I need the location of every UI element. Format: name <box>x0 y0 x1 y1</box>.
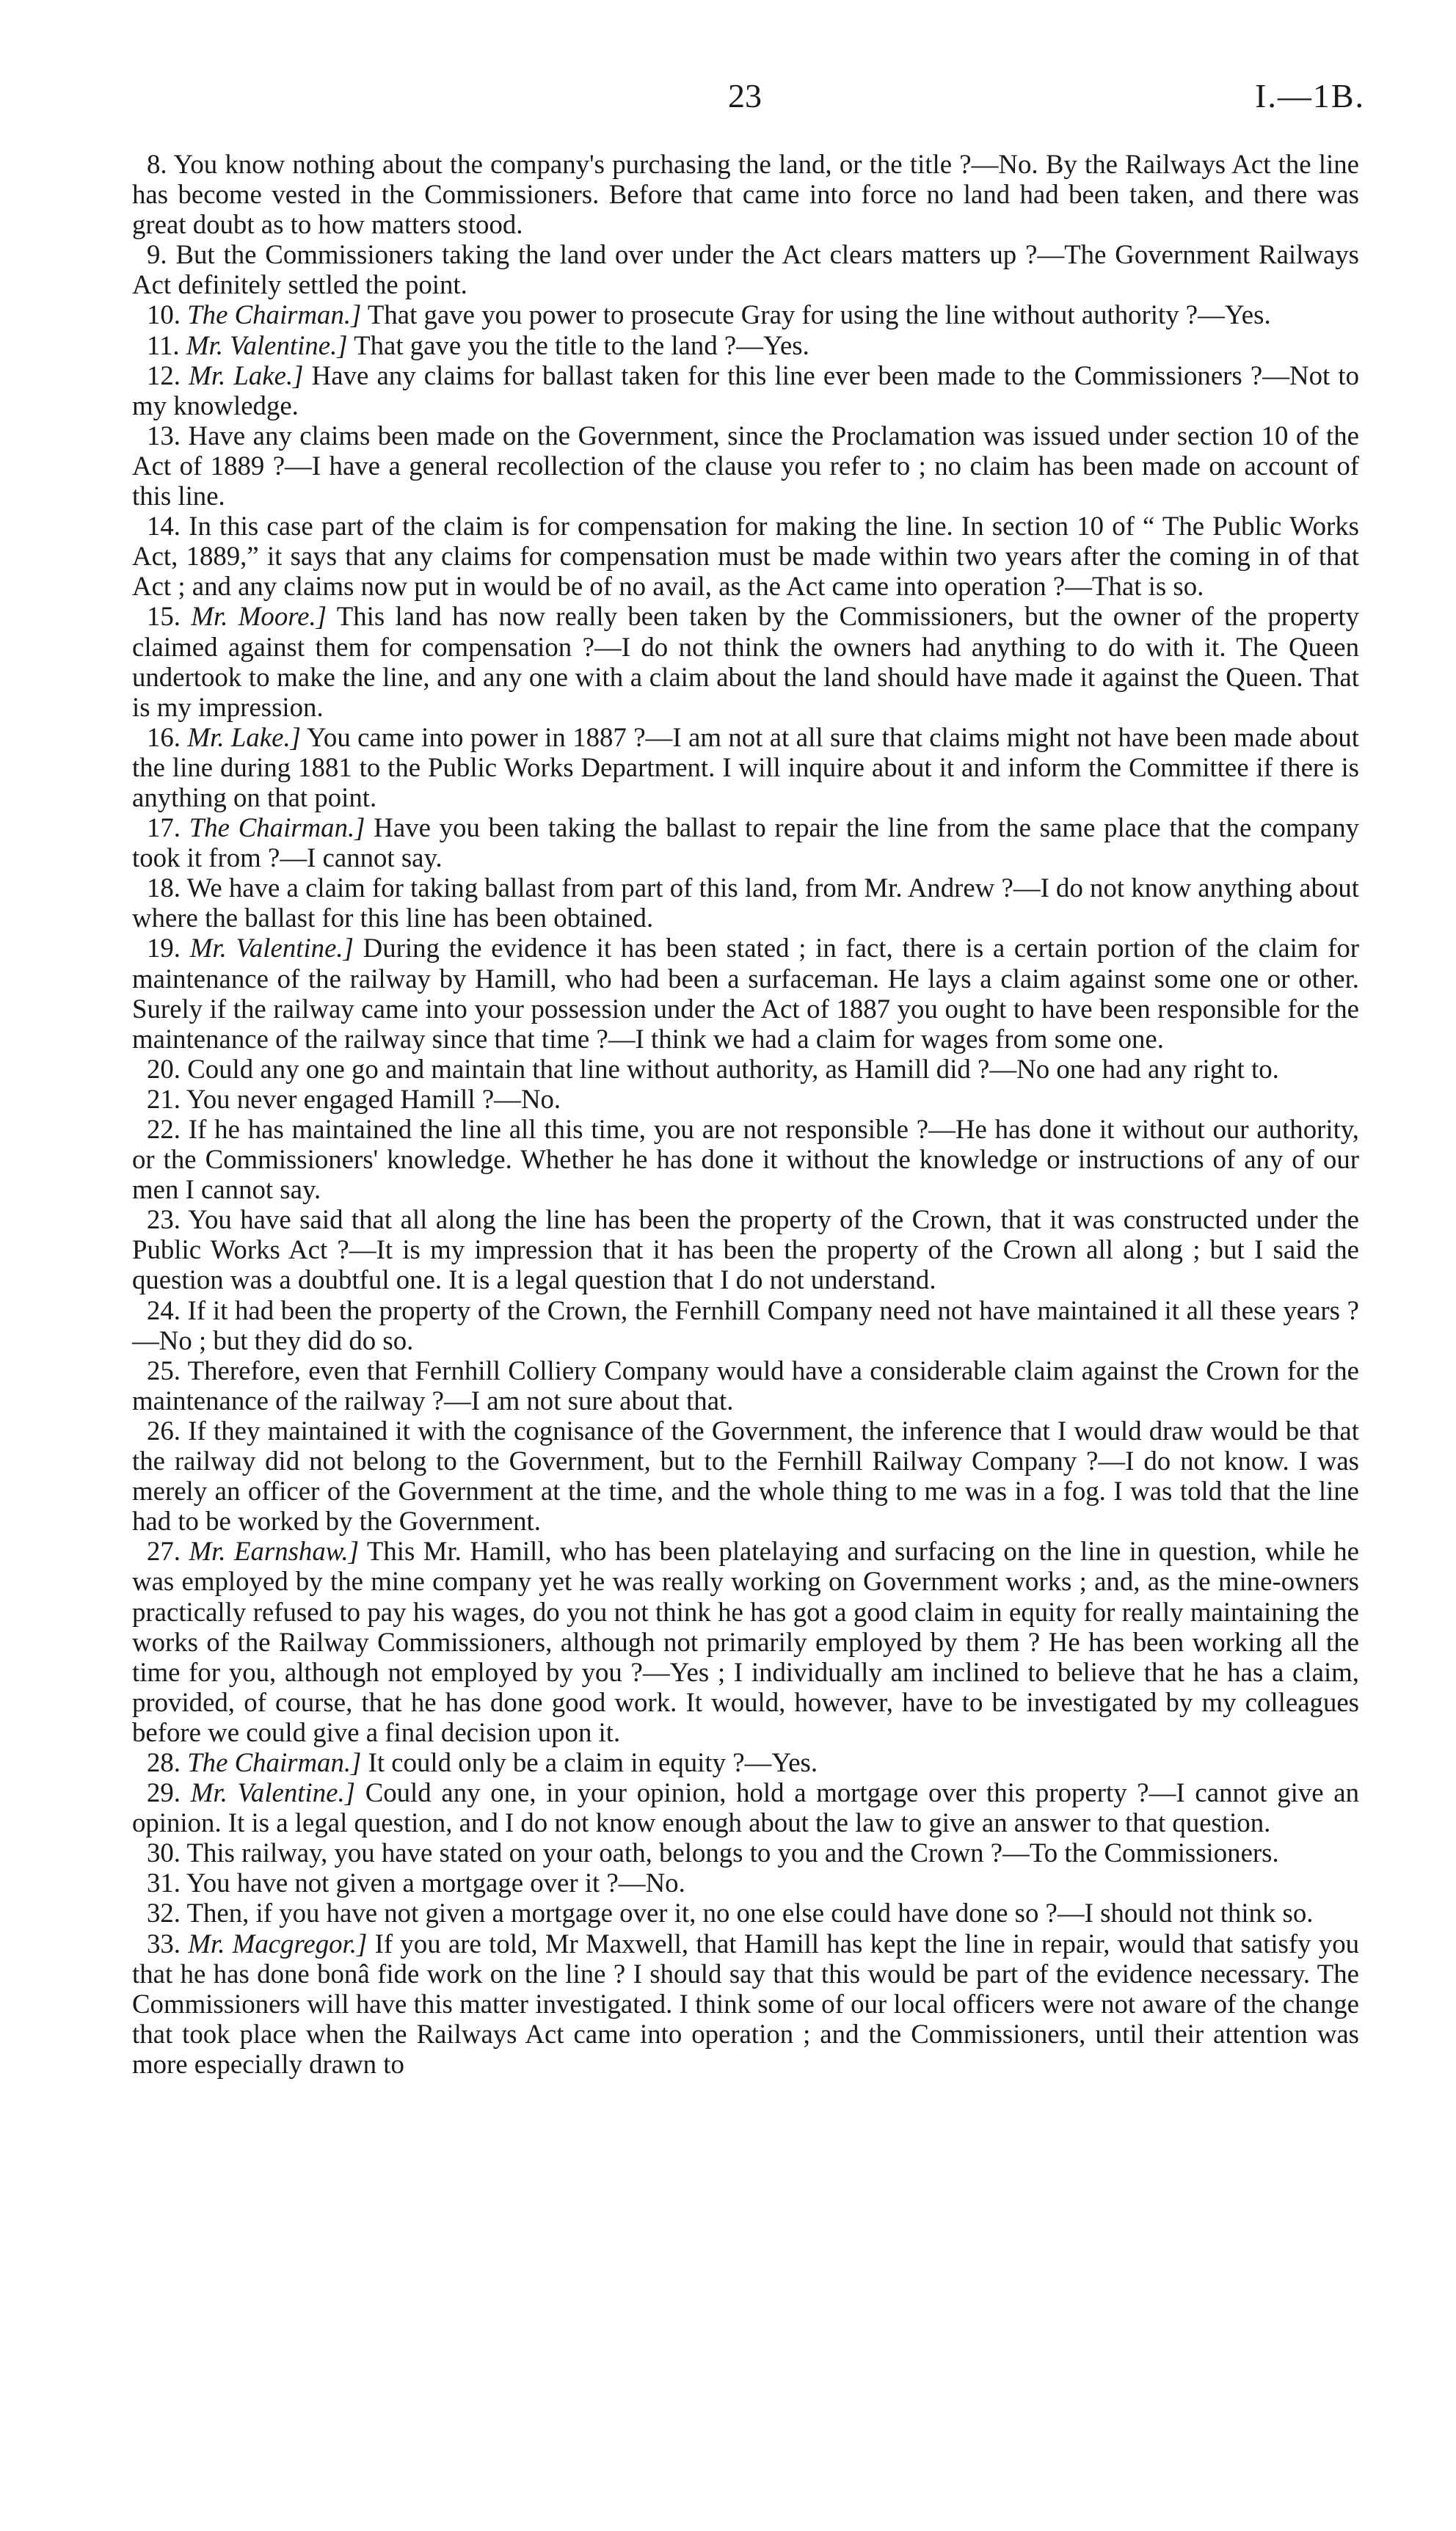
question-paragraph <box>132 1747 1359 1777</box>
question-paragraph <box>132 330 1359 360</box>
question-number: 9. <box>147 239 167 270</box>
question-answer-text: Have any claims been made on the Government, since the Proclamation was issued under section 10 of the Act of 1889 ?—I have a general recollection of the clause you refer to ; no claim has been made on account of this line. <box>132 420 1360 511</box>
question-answer-text: If it had been the property of the Crown, the Fernhill Company need not have maintained it all these years ?—No ; but they did do so. <box>132 1294 1359 1355</box>
question-number: 27. <box>147 1536 181 1567</box>
question-number: 19. <box>147 933 181 964</box>
speaker-name: The Chairman.] <box>187 1747 362 1777</box>
question-number: 23. <box>147 1204 181 1235</box>
question-paragraph <box>132 239 1359 299</box>
question-number: 28. <box>147 1747 181 1777</box>
question-paragraph <box>132 1777 1359 1838</box>
question-paragraph <box>132 1838 1359 1868</box>
question-answer-text: This land has now really been taken by the Commissioners, but the owner of the property claimed against them for compensation ?—I do not think the owners had anything to do with it. The Queen undertook to make the line, and any one with a claim about the land should have made it against the Queen. That is my impression. <box>132 601 1359 722</box>
evidence-text <box>132 149 1359 2079</box>
question-paragraph <box>132 1355 1359 1416</box>
question-number: 30. <box>147 1838 181 1868</box>
question-paragraph <box>132 299 1359 329</box>
question-paragraph <box>132 511 1359 601</box>
question-number: 31. <box>147 1868 181 1898</box>
question-paragraph <box>132 1929 1359 2079</box>
question-answer-text: You know nothing about the company's purchasing the land, or the title ?—No. By the Railways Act the line has become vested in the Commissioners. Before that came into force no land had been taken, and there was great doubt as to how matters stood. <box>132 149 1359 240</box>
speaker-name: The Chairman.] <box>189 812 365 843</box>
question-answer-text: But the Commissioners taking the land over under the Act clears matters up ?—The Government Railways Act definitely settled the point. <box>132 239 1359 300</box>
page-header <box>125 76 1365 128</box>
question-paragraph <box>132 933 1359 1053</box>
question-answer-text: If you are told, Mr Maxwell, that Hamill has kept the line in repair, would that satisfy you that he has done bonâ fide work on the line ? I should say that this would be part of the evidence necessary. The Commissioners will have this matter investigated. I think some of our local officers were not aware of the change that took place when the Railways Act came into operation ; and the Commissioners, until their attention was more especially drawn to <box>132 1928 1360 2079</box>
question-answer-text: It could only be a claim in equity ?—Yes. <box>368 1747 818 1777</box>
question-answer-text: Could any one go and maintain that line without authority, as Hamill did ?—No one had any right to. <box>187 1053 1279 1084</box>
question-paragraph <box>132 722 1359 812</box>
question-number: 20. <box>147 1053 181 1084</box>
speaker-name: Mr. Valentine.] <box>189 933 354 964</box>
question-paragraph <box>132 812 1359 873</box>
speaker-name: Mr. Lake.] <box>187 721 301 752</box>
question-number: 10. <box>147 299 181 330</box>
question-paragraph <box>132 1114 1359 1204</box>
question-answer-text: You never engaged Hamill ?—No. <box>186 1083 561 1114</box>
question-paragraph <box>132 601 1359 721</box>
question-answer-text: During the evidence it has been stated ; in fact, there is a certain portion of the claim for maintenance of the railway by Hamill, who had been a surfaceman. He lays a claim against some one or other. Surely if the railway came into your possession under the Act of 1887 you ought to have been responsible for the maintenance of the railway since that time ?—I think we had a claim for wages from some one. <box>132 933 1360 1054</box>
question-paragraph <box>132 1084 1359 1114</box>
question-answer-text: That gave you the title to the land ?—Yes. <box>354 329 809 360</box>
question-paragraph <box>132 149 1359 239</box>
question-answer-text: That gave you power to prosecute Gray for using the line without authority ?—Yes. <box>367 299 1271 330</box>
question-number: 21. <box>147 1083 181 1114</box>
question-answer-text: Could any one, in your opinion, hold a mortgage over this property ?—I cannot give an opinion. It is a legal question, and I do not know enough about the law to give an answer to that question. <box>132 1777 1359 1838</box>
question-number: 29. <box>147 1777 181 1808</box>
speaker-name: Mr. Lake.] <box>189 360 304 390</box>
page-number: 23 <box>728 77 762 114</box>
question-paragraph <box>132 1536 1359 1747</box>
question-number: 11. <box>147 329 180 360</box>
speaker-name: Mr. Moore.] <box>191 601 327 632</box>
question-paragraph <box>132 1898 1359 1928</box>
question-number: 16. <box>147 721 181 752</box>
question-answer-text: If he has maintained the line all this time, you are not responsible ?—He has done it without our authority, or the Commissioners' knowledge. Whether he has done it without the knowledge or instructions of any of our men I cannot say. <box>132 1114 1359 1205</box>
question-paragraph <box>132 1416 1359 1536</box>
question-paragraph <box>132 360 1359 420</box>
speaker-name: Mr. Valentine.] <box>190 1777 355 1808</box>
question-number: 17. <box>147 812 181 843</box>
speaker-name: Mr. Earnshaw.] <box>189 1536 360 1567</box>
question-answer-text: Have you been taking the ballast to repair the line from the same place that the company took it from ?—I cannot say. <box>132 812 1359 873</box>
question-paragraph <box>132 420 1359 511</box>
document-reference: I.—1B. <box>1255 77 1365 114</box>
question-number: 25. <box>147 1355 181 1385</box>
question-answer-text: Therefore, even that Fernhill Colliery Company would have a considerable claim against the Crown for the maintenance of the railway ?—I am not sure about that. <box>132 1355 1360 1416</box>
question-paragraph <box>132 873 1359 933</box>
question-answer-text: You came into power in 1887 ?—I am not at all sure that claims might not have been made about the line during 1881 to the Public Works Department. I will inquire about it and inform the Committee if there is anything on that point. <box>132 721 1360 812</box>
question-paragraph <box>132 1054 1359 1084</box>
question-answer-text: Have any claims for ballast taken for this line ever been made to the Commissioners ?—Not to my knowledge. <box>132 360 1359 420</box>
question-answer-text: If they maintained it with the cognisance of the Government, the inference that I would draw would be that the railway did not belong to the Government, but to the Fernhill Railway Company ?—I do not know. I was merely an officer of the Government at the time, and the whole thing to me was in a fog. I was told that the line had to be worked by the Government. <box>132 1415 1359 1537</box>
question-answer-text: Then, if you have not given a mortgage over it, no one else could have done so ?—I should not think so. <box>186 1898 1314 1929</box>
speaker-name: Mr. Valentine.] <box>186 329 348 360</box>
question-answer-text: This Mr. Hamill, who has been platelaying and surfacing on the line in question, while he was employed by the mine company yet he was really working on Government works ; and, as the mine-owners practically refused to pay his wages, do you not think he has got a good claim in equity for really maintaining the works of the Railway Commissioners, although not primarily employed by them ? He has been working all the time for you, although not employed by you ?—Yes ; I individually am inclined to believe that he has a claim, provided, of course, that he has done good work. It would, however, have to be investigated by my colleagues before we could give a final decision upon it. <box>132 1536 1359 1747</box>
question-number: 33. <box>147 1928 181 1959</box>
question-number: 13. <box>147 420 181 451</box>
question-paragraph <box>132 1295 1359 1355</box>
question-number: 32. <box>147 1898 181 1929</box>
question-number: 8. <box>147 149 167 179</box>
question-number: 24. <box>147 1294 181 1325</box>
question-paragraph <box>132 1868 1359 1898</box>
question-answer-text: In this case part of the claim is for compensation for making the line. In section 10 of “ The Public Works Act, 1889,” it says that any claims for compensation must be made within two years after the coming in of that Act ; and any claims now put in would be of no avail, as the Act came into operation ?—That is so. <box>132 511 1359 602</box>
question-answer-text: You have not given a mortgage over it ?—No. <box>186 1868 685 1898</box>
question-paragraph <box>132 1204 1359 1294</box>
question-number: 12. <box>147 360 181 390</box>
question-number: 15. <box>147 601 181 632</box>
question-number: 14. <box>147 511 181 542</box>
question-answer-text: This railway, you have stated on your oath, belongs to you and the Crown ?—To the Commissioners. <box>186 1838 1279 1868</box>
speaker-name: The Chairman.] <box>187 299 362 330</box>
question-number: 26. <box>147 1415 181 1446</box>
question-number: 18. <box>147 873 181 903</box>
question-answer-text: You have said that all along the line has been the property of the Crown, that it was constructed under the Public Works Act ?—It is my impression that it has been the property of the Crown all along ; but I said the question was a doubtful one. It is a legal question that I do not understand. <box>132 1204 1359 1295</box>
question-number: 22. <box>147 1114 181 1144</box>
question-answer-text: We have a claim for taking ballast from part of this land, from Mr. Andrew ?—I do not know anything about where the ballast for this line has been obtained. <box>132 873 1359 933</box>
speaker-name: Mr. Macgregor.] <box>188 1928 368 1959</box>
